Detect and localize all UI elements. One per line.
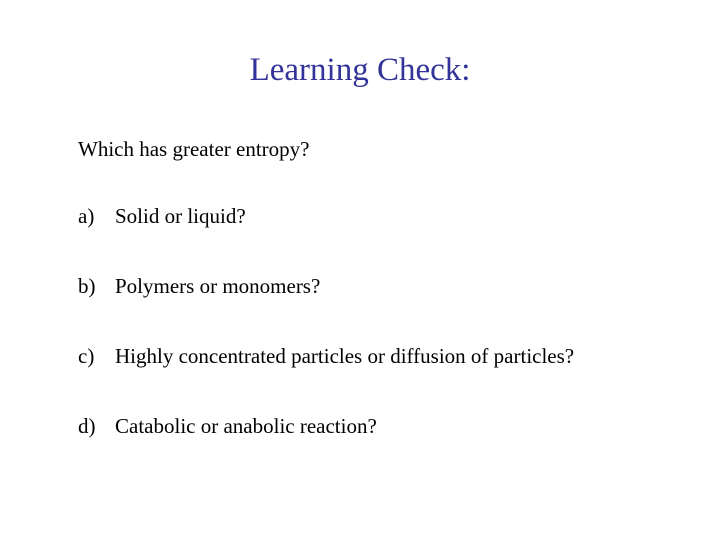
- option-b: [78, 271, 574, 341]
- option-letter: c): [78, 344, 95, 368]
- answer-options-list: [78, 201, 574, 481]
- slide-title: Learning Check:: [249, 52, 471, 88]
- question-text: Which has greater entropy?: [78, 137, 310, 161]
- option-text: Catabolic or anabolic reaction?: [115, 414, 377, 438]
- option-a: [78, 201, 574, 271]
- option-c: [78, 341, 574, 411]
- option-letter: a): [78, 204, 95, 228]
- option-text: Solid or liquid?: [115, 204, 246, 228]
- option-text: Polymers or monomers?: [115, 274, 321, 298]
- option-letter: d): [78, 414, 96, 438]
- option-letter: b): [78, 274, 96, 298]
- option-text: Highly concentrated particles or diffusion of particles?: [115, 344, 575, 368]
- option-d: [78, 411, 574, 481]
